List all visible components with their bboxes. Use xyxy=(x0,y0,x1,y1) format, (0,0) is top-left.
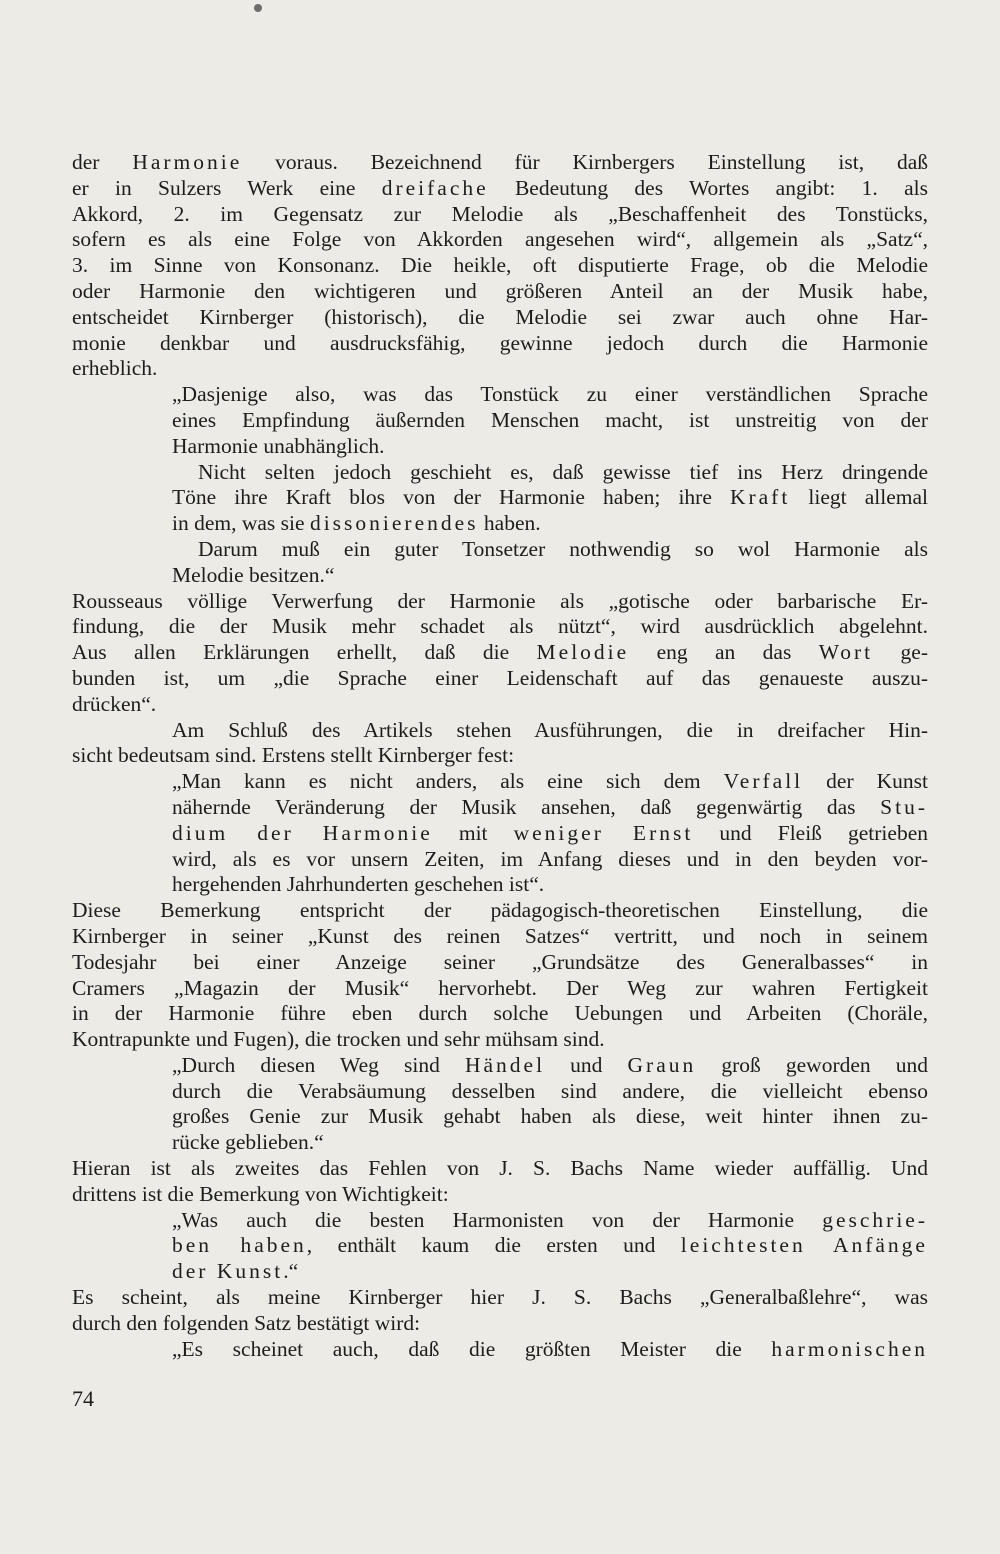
text-line xyxy=(72,305,928,331)
spaced-emphasis: dium der Harmonie xyxy=(172,820,433,845)
ink-speck xyxy=(254,4,262,12)
text-segment: bunden ist, um „die Sprache einer Leidenschaft auf das genaueste auszu- xyxy=(72,665,928,690)
text-segment: Harmonie unabhänglich. xyxy=(172,433,385,458)
page-number: 74 xyxy=(72,1386,94,1411)
text-segment: Akkord, 2. im Gegensatz zur Melodie als „Beschaffenheit des Tonstücks, xyxy=(72,201,928,226)
text-line xyxy=(72,718,928,744)
text-line xyxy=(72,202,928,228)
text-segment: der xyxy=(72,150,133,174)
text-segment: in dem, was sie xyxy=(172,511,310,536)
text-line xyxy=(72,795,928,821)
text-segment: , enthält kaum die ersten und xyxy=(306,1233,681,1258)
text-line xyxy=(72,1208,928,1234)
spaced-emphasis: dreifache xyxy=(381,175,489,200)
text-segment: mit xyxy=(432,820,514,845)
text-segment: Diese Bemerkung entspricht der pädagogisch-theoretischen Einstellung, die xyxy=(72,898,928,923)
text-segment: „Dasjenige also, was das Tonstück zu einer verständlichen Sprache xyxy=(172,382,928,407)
text-segment: drittens ist die Bemerkung von Wichtigkeit: xyxy=(72,1181,449,1206)
text-line xyxy=(72,924,928,950)
text-segment: „Durch diesen Weg sind xyxy=(172,1052,465,1077)
text-segment: der Kunst xyxy=(803,769,928,794)
text-line xyxy=(72,408,928,434)
text-segment: durch die Verabsäumung desselben sind andere, die vielleicht ebenso xyxy=(172,1078,928,1103)
text-segment: hergehenden Jahrhunderten geschehen ist“. xyxy=(172,872,545,897)
text-line xyxy=(72,331,928,357)
text-line xyxy=(72,950,928,976)
text-line xyxy=(72,821,928,847)
text-line xyxy=(72,666,928,692)
text-line xyxy=(72,1156,928,1182)
text-line xyxy=(72,589,928,615)
text-segment: findung, die der Musik mehr schadet als nützt“, wird ausdrücklich abgelehnt. xyxy=(72,614,928,639)
text-line xyxy=(72,1079,928,1105)
text-line xyxy=(72,253,928,279)
text-line xyxy=(72,614,928,640)
text-segment: durch den folgenden Satz bestätigt wird: xyxy=(72,1310,421,1335)
text-segment: eng an das xyxy=(629,640,819,665)
spaced-emphasis: Verfall xyxy=(723,769,804,794)
text-line xyxy=(72,460,928,486)
text-line xyxy=(72,692,928,718)
text-segment: Kirnberger in seiner „Kunst des reinen Satzes“ vertritt, und noch in seinem xyxy=(72,923,928,948)
spaced-emphasis: harmonischen xyxy=(771,1336,928,1361)
text-segment: „Was auch die besten Harmonisten von der Harmonie xyxy=(172,1207,823,1232)
text-segment: erheblich. xyxy=(72,356,158,381)
text-line xyxy=(72,563,928,589)
text-segment: Bedeutung des Wortes angibt: 1. als xyxy=(488,175,928,200)
text-segment: voraus. Bezeichnend für Kirnbergers Einstellung ist, daß xyxy=(242,150,928,174)
text-line xyxy=(72,1130,928,1156)
body-text xyxy=(72,150,928,1362)
text-segment: 3. im Sinne von Konsonanz. Die heikle, oft disputierte Frage, ob die Melodie xyxy=(72,253,928,278)
text-line xyxy=(72,872,928,898)
text-line xyxy=(72,1027,928,1053)
text-segment: liegt allemal xyxy=(790,485,928,510)
text-segment: eines Empfindung äußernden Menschen macht, ist unstreitig von der xyxy=(172,407,928,432)
text-segment: sicht bedeutsam sind. Erstens stellt Kirnberger fest: xyxy=(72,743,515,768)
text-segment: ge- xyxy=(873,640,928,665)
spaced-emphasis: weniger Ernst xyxy=(513,820,694,845)
text-segment: und xyxy=(545,1052,628,1077)
text-segment: Töne ihre Kraft blos von der Harmonie haben; ihre xyxy=(172,485,730,510)
text-line xyxy=(72,1259,928,1285)
spaced-emphasis: Händel xyxy=(464,1052,546,1077)
text-segment: .“ xyxy=(283,1259,299,1284)
text-segment: Rousseaus völlige Verwerfung der Harmonie als „gotische oder barbarische Er- xyxy=(72,588,928,613)
text-segment: rücke geblieben.“ xyxy=(172,1130,324,1155)
spaced-emphasis: Melodie xyxy=(536,640,630,665)
spaced-emphasis: dissonierendes xyxy=(309,511,479,536)
text-line xyxy=(72,485,928,511)
text-line xyxy=(72,1311,928,1337)
text-segment: Nicht selten jedoch geschieht es, daß gewisse tief ins Herz dringende xyxy=(198,459,928,484)
text-segment: sofern es als eine Folge von Akkorden angesehen wird“, allgemein als „Satz“, xyxy=(72,227,928,252)
spaced-emphasis: Harmonie xyxy=(132,150,243,174)
spaced-emphasis: ben haben xyxy=(172,1233,307,1258)
text-segment: Kontrapunkte und Fugen), die trocken und sehr mühsam sind. xyxy=(72,1027,605,1052)
text-line xyxy=(72,1001,928,1027)
spaced-emphasis: Kraft xyxy=(729,485,791,510)
text-segment: Melodie besitzen.“ xyxy=(172,562,335,587)
text-line xyxy=(72,279,928,305)
text-line xyxy=(72,1104,928,1130)
text-line xyxy=(72,640,928,666)
text-line xyxy=(72,976,928,1002)
text-segment: Hieran ist als zweites das Fehlen von J. S. Bachs Name wieder auffällig. Und xyxy=(72,1156,928,1181)
spaced-emphasis: geschrie- xyxy=(822,1207,928,1232)
text-segment: und Fleiß getrieben xyxy=(693,820,928,845)
text-line xyxy=(72,434,928,460)
spaced-emphasis: der Kunst xyxy=(172,1259,284,1284)
spaced-emphasis: Graun xyxy=(627,1052,697,1077)
text-segment: er in Sulzers Werk eine xyxy=(72,175,382,200)
text-line xyxy=(72,511,928,537)
text-segment: „Man kann es nicht anders, als eine sich dem xyxy=(172,769,724,794)
text-line xyxy=(72,1053,928,1079)
spaced-emphasis: leichtesten Anfänge xyxy=(680,1233,928,1258)
text-segment: oder Harmonie den wichtigeren und größeren Anteil an der Musik habe, xyxy=(72,278,928,303)
text-segment: Darum muß ein guter Tonsetzer nothwendig so wol Harmonie als xyxy=(198,536,928,561)
text-line xyxy=(72,1233,928,1259)
text-segment: Cramers „Magazin der Musik“ hervorhebt. Der Weg zur wahren Fertigkeit xyxy=(72,975,928,1000)
text-line xyxy=(72,847,928,873)
text-line xyxy=(72,150,928,176)
text-line xyxy=(72,537,928,563)
text-line xyxy=(72,1285,928,1311)
text-line xyxy=(72,382,928,408)
text-line xyxy=(72,176,928,202)
text-line xyxy=(72,356,928,382)
text-line xyxy=(72,227,928,253)
text-segment: in der Harmonie führe eben durch solche Uebungen und Arbeiten (Choräle, xyxy=(72,1001,928,1026)
text-line xyxy=(72,769,928,795)
text-line xyxy=(72,743,928,769)
spaced-emphasis: Wort xyxy=(818,640,874,665)
text-segment: Aus allen Erklärungen erhellt, daß die xyxy=(72,640,537,665)
text-segment: entscheidet Kirnberger (historisch), die Melodie sei zwar auch ohne Har- xyxy=(72,304,928,329)
text-segment: groß geworden und xyxy=(696,1052,929,1077)
text-line xyxy=(72,1182,928,1208)
text-segment: haben. xyxy=(478,511,541,536)
text-segment: monie denkbar und ausdrucksfähig, gewinne jedoch durch die Harmonie xyxy=(72,330,928,355)
text-segment: wird, als es vor unsern Zeiten, im Anfang dieses und in den beyden vor- xyxy=(172,846,928,871)
text-segment: großes Genie zur Musik gehabt haben als diese, weit hinter ihnen zu- xyxy=(172,1104,928,1129)
text-segment: Es scheint, als meine Kirnberger hier J. S. Bachs „Generalbaßlehre“, was xyxy=(72,1285,928,1310)
text-segment: Todesjahr bei einer Anzeige seiner „Grundsätze des Generalbasses“ in xyxy=(72,949,928,974)
text-line xyxy=(72,1337,928,1363)
text-segment: nähernde Veränderung der Musik ansehen, daß gegenwärtig das xyxy=(172,794,881,819)
text-segment: Am Schluß des Artikels stehen Ausführungen, die in dreifacher Hin- xyxy=(172,717,928,742)
text-line xyxy=(72,898,928,924)
text-segment: drücken“. xyxy=(72,691,157,716)
text-segment: „Es scheinet auch, daß die größten Meister die xyxy=(172,1336,772,1361)
spaced-emphasis: Stu- xyxy=(880,794,928,819)
